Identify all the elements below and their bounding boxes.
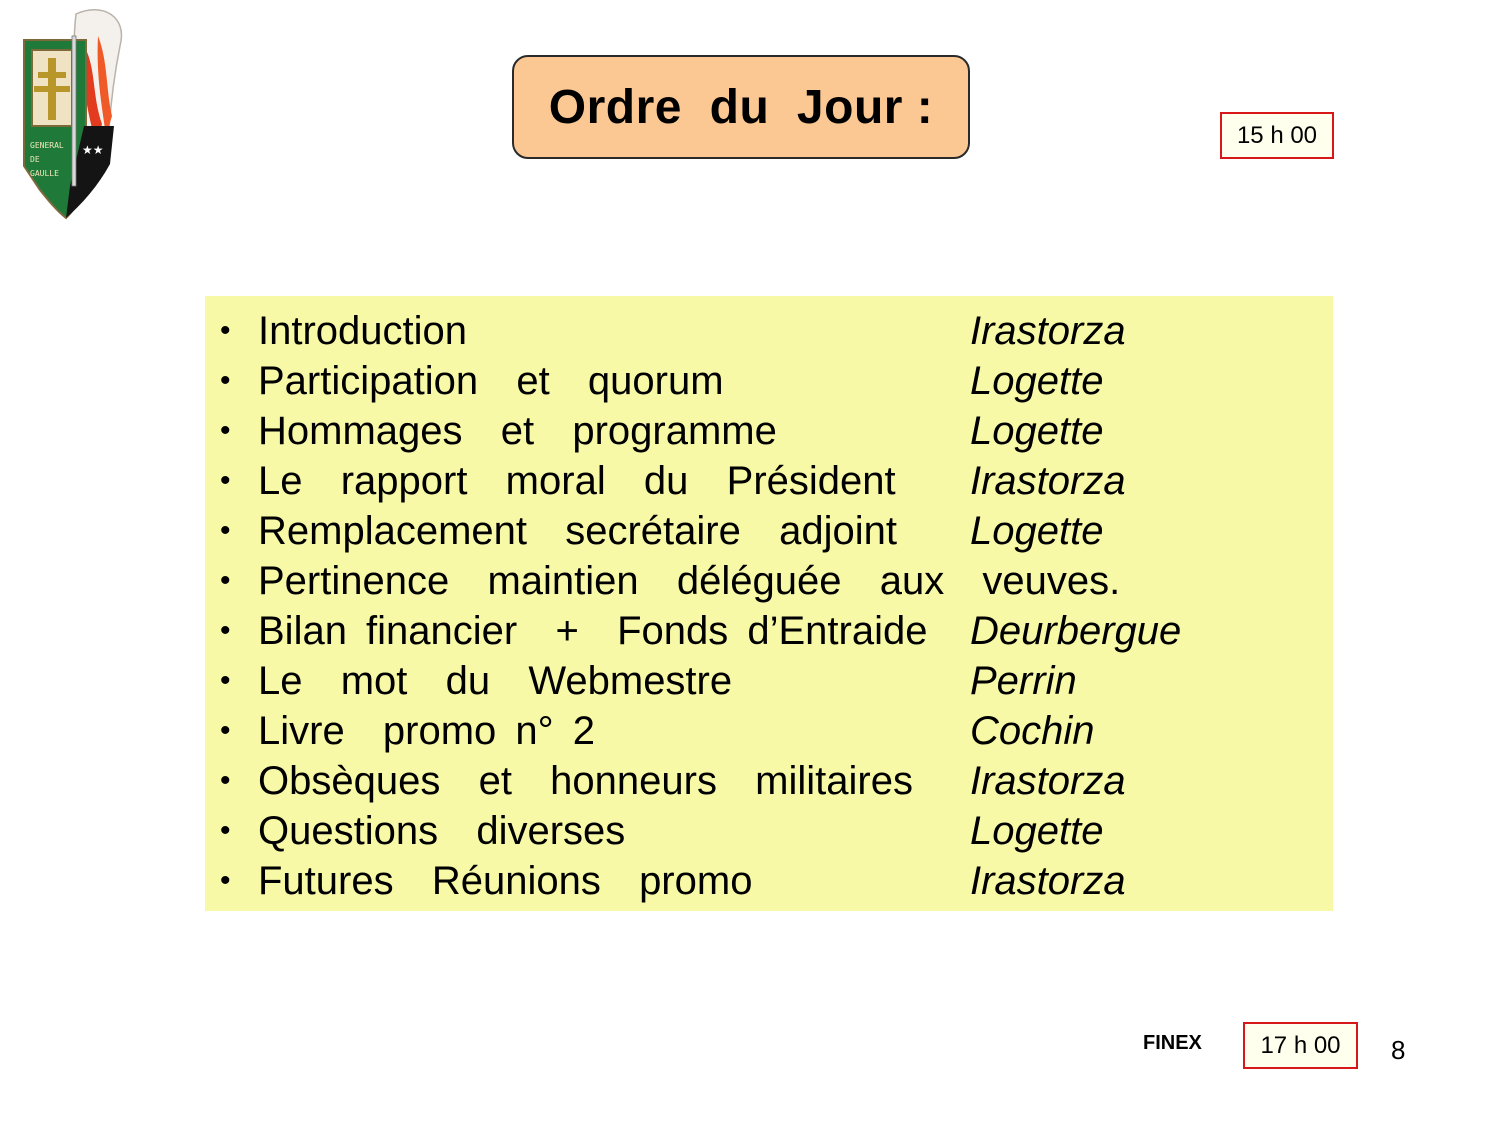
- agenda-topic: Introduction: [258, 309, 468, 353]
- agenda-topic: Hommages et programme: [258, 409, 777, 453]
- agenda-topic: Le mot du Webmestre: [258, 659, 733, 703]
- agenda-item: [205, 406, 1333, 456]
- agenda-item: [205, 706, 1333, 756]
- bullet: •: [220, 564, 231, 597]
- agenda-list: [205, 296, 1333, 911]
- agenda-speaker: Deurbergue: [970, 609, 1182, 653]
- agenda-topic: Bilan financier + Fonds d’Entraide: [258, 609, 928, 653]
- agenda-item: [205, 356, 1333, 406]
- bullet: •: [220, 514, 231, 547]
- agenda-speaker: Logette: [970, 809, 1104, 853]
- bullet: •: [220, 764, 231, 797]
- agenda-speaker: Irastorza: [970, 859, 1126, 903]
- page-number: 8: [1391, 1035, 1406, 1065]
- bullet: •: [220, 364, 231, 397]
- bullet: •: [220, 614, 231, 647]
- agenda-topic: Livre promo n° 2: [258, 709, 596, 753]
- agenda-item: [205, 806, 1333, 856]
- agenda-speaker: Irastorza: [970, 309, 1126, 353]
- start-time-badge: 15 h 00: [1220, 112, 1334, 159]
- agenda-item: [205, 306, 1333, 356]
- agenda-speaker: Logette: [970, 509, 1104, 553]
- agenda-speaker: Cochin: [970, 709, 1095, 753]
- svg-text:GAULLE: GAULLE: [30, 169, 59, 178]
- cross-of-lorraine-insignia-icon: [10, 6, 126, 222]
- bullet: •: [220, 464, 231, 497]
- agenda-speaker: Perrin: [970, 659, 1077, 703]
- svg-text:DE: DE: [30, 155, 40, 164]
- bullet: •: [220, 714, 231, 747]
- agenda-speaker: Logette: [970, 359, 1104, 403]
- agenda-topic: Obsèques et honneurs militaires: [258, 759, 913, 803]
- agenda-speaker: Logette: [970, 409, 1104, 453]
- agenda-topic: Remplacement secrétaire adjoint: [258, 509, 897, 553]
- bullet: •: [220, 664, 231, 697]
- bullet: •: [220, 864, 231, 897]
- agenda-topic: Questions diverses: [258, 809, 626, 853]
- agenda-topic: Futures Réunions promo: [258, 859, 753, 903]
- agenda-topic: Pertinence maintien déléguée aux veuves.: [258, 559, 1121, 603]
- bullet: •: [220, 814, 231, 847]
- agenda-item: [205, 856, 1333, 906]
- agenda-speaker: Irastorza: [970, 759, 1126, 803]
- end-time-badge: 17 h 00: [1243, 1022, 1358, 1069]
- agenda-item: [205, 756, 1333, 806]
- title-box: [512, 55, 970, 159]
- agenda-item: [205, 506, 1333, 556]
- agenda-item: [205, 656, 1333, 706]
- agenda-item: [205, 456, 1333, 506]
- agenda-speaker: Irastorza: [970, 459, 1126, 503]
- agenda-item: [205, 556, 1333, 606]
- svg-text:GENERAL: GENERAL: [30, 141, 64, 150]
- svg-text:★★: ★★: [82, 143, 104, 157]
- bullet: •: [220, 314, 231, 347]
- finex-label: FINEX: [1143, 1032, 1202, 1054]
- bullet: •: [220, 414, 231, 447]
- agenda-topic: Participation et quorum: [258, 359, 724, 403]
- agenda-topic: Le rapport moral du Président: [258, 459, 896, 503]
- page-title: Ordre du Jour :: [548, 80, 934, 134]
- agenda-item: [205, 606, 1333, 656]
